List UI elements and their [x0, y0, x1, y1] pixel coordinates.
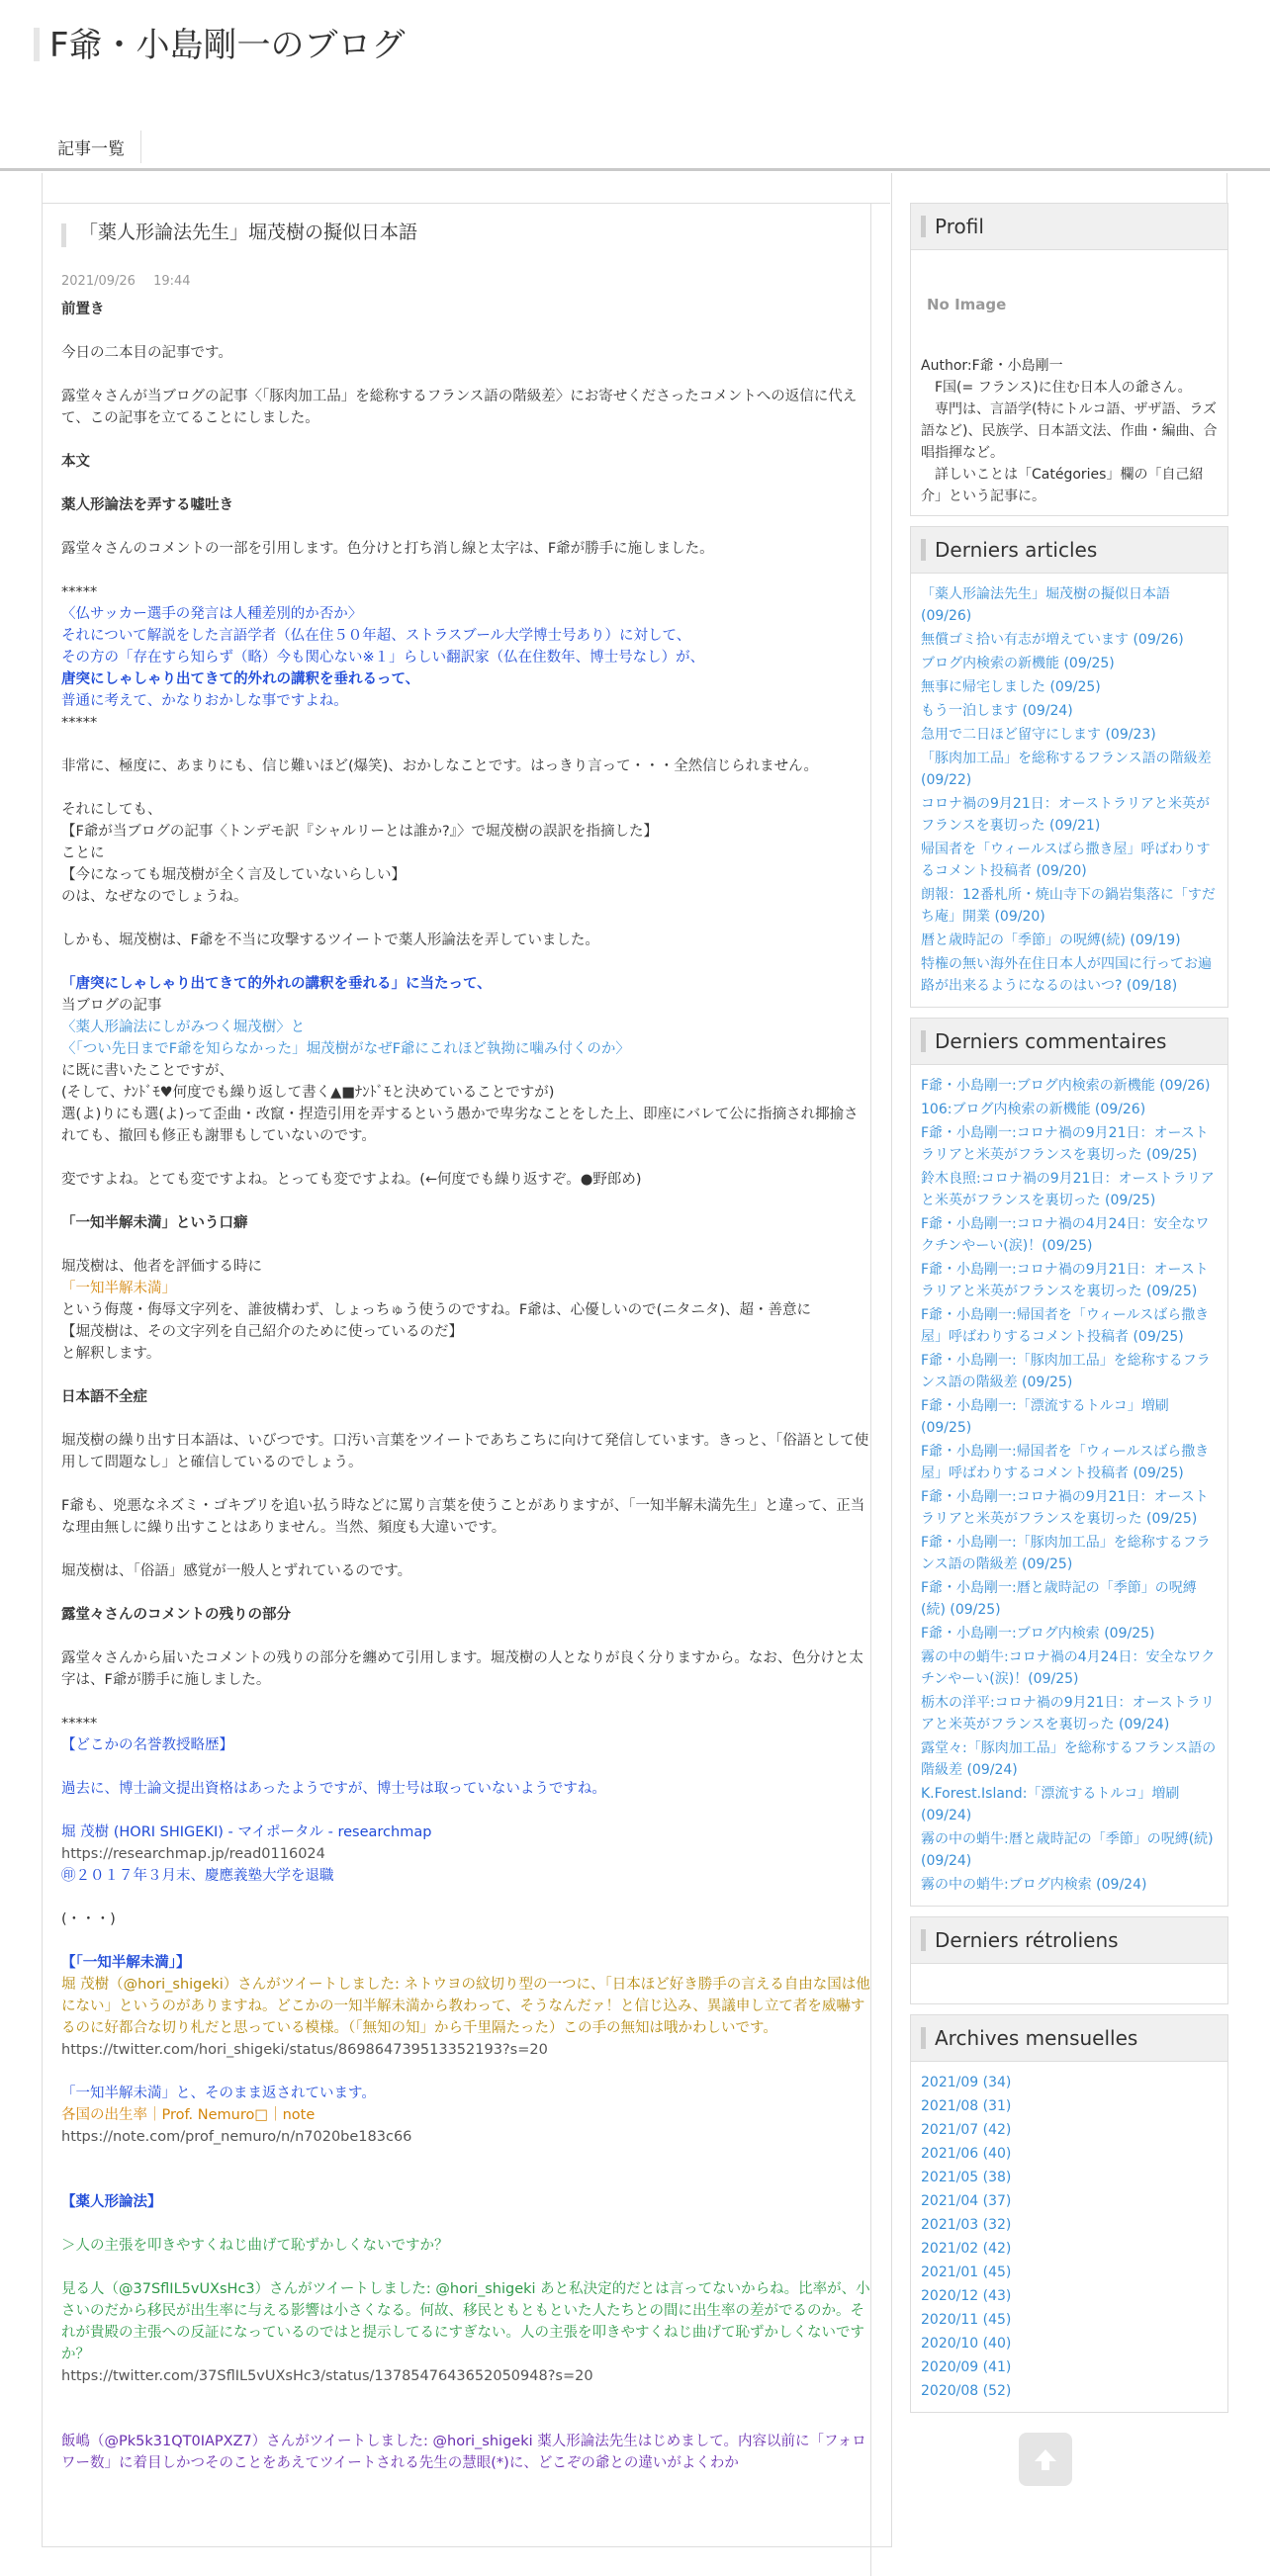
- article-line: ＞人の主張を叩きやすくねじ曲げて恥ずかしくないですか？: [61, 2238, 449, 2254]
- article-line: *****: [61, 715, 98, 731]
- heading-accent: [921, 539, 926, 561]
- recent-articles-list: [911, 574, 1227, 1007]
- article-line: https://note.com/prof_nemuro/n/n7020be183c66: [61, 2129, 412, 2145]
- article-line: *****: [61, 584, 98, 600]
- article-line: 見る人（@37SflIL5vUXsHc3）さんがツイートしました: @hori_shigeki あと私決定的だとは言ってないからね。比率が、小さいのだから移民が出生率に与える影響は小さくなる。何故、移民ともともといた人たちとの間に出生率の差がでるのか。それが貴殿の主張への反証になっているのではと提示してるにすぎない。人の主張を叩きやすくねじ曲げて恥ずかしくないですか？: [61, 2281, 870, 2362]
- article-spacer: [61, 320, 870, 342]
- archives-heading-text: Archives mensuelles: [935, 2026, 1138, 2050]
- nav-article-list[interactable]: 記事一覧: [42, 131, 141, 163]
- recent-comments-heading-text: Derniers commentaires: [935, 1029, 1167, 1053]
- article-spacer: [61, 1800, 870, 1821]
- recent-comment-link[interactable]: 106:ブログ内検索の新機能 (09/26): [921, 1102, 1146, 1117]
- heading-accent: [921, 1929, 926, 1951]
- article-spacer: [61, 1191, 870, 1212]
- recent-comment-link[interactable]: 霧の中の蛸牛:ブログ内検索 (09/24): [921, 1877, 1147, 1893]
- article-line: 【F爺が当ブログの記事〈トンデモ訳『シャルリーとは誰か?』〉で堀茂樹の誤訳を指摘した】: [61, 824, 658, 840]
- article-line: 唐突にしゃしゃり出てきて的外れの講釈を垂れるって、: [61, 671, 420, 687]
- profile-text-line: F国(= フランス)に住む日本人の爺さん。: [921, 380, 1192, 396]
- recent-article-link[interactable]: 朗報：12番札所・焼山寺下の鍋岩集落に「すだち庵」開業 (09/20): [921, 887, 1216, 925]
- article-line: 変ですよね。とても変ですよね。とっても変ですよね。(←何度でも繰り返すぞ。●野郎め): [61, 1172, 642, 1188]
- heading-accent: [921, 216, 926, 237]
- article-title-wrap: [61, 218, 870, 257]
- recent-comment-link[interactable]: 鈴木良照:コロナ禍の9月21日：オーストラリアと米英がフランスを裏切った (09/25): [921, 1171, 1215, 1208]
- column-gap: [870, 203, 891, 2576]
- recent-article-link[interactable]: 「豚肉加工品」を総称するフランス語の階級差 (09/22): [921, 751, 1212, 788]
- article-spacer: [61, 364, 870, 386]
- recent-article-link[interactable]: 「薬人形論法先生」堀茂樹の擬似日本語 (09/26): [921, 586, 1170, 624]
- article-spacer: [61, 429, 870, 451]
- recent-article-link[interactable]: ブログ内検索の新機能 (09/25): [921, 656, 1115, 671]
- profile-widget: [910, 203, 1228, 516]
- article-line: 【堀茂樹は、その文字列を自己紹介のために使っているのだ】: [61, 1324, 463, 1340]
- article-line: それにしても、: [61, 802, 162, 818]
- article-line: 堀 茂樹（@hori_shigeki）さんがツイートしました: ネトウヨの紋切り型の一つに、「日本ほど好き勝手の言える自由な国は他にない」というのがありますね。どこかの一知半解未満から教わって、そうなんだァ！と信じ込み、異議申し立て者を威嚇するのに好都合な切り札だと思っている模様。（「無知の知」から千里隔たった）この手の無知は哦かわしいです。: [61, 1977, 870, 2036]
- article-line: 各国の出生率｜Prof. Nemuro□｜note: [61, 2107, 316, 2123]
- recent-comment-link[interactable]: F爺・小島剛一:「豚肉加工品」を総称するフランス語の階級差 (09/25): [921, 1535, 1211, 1572]
- article-line: 堀茂樹の繰り出す日本語は、いびつです。口汚い言葉をツイートであちこちに向けて発信しています。きっと、「俗語として使用して問題なし」と確信しているのでしょう。: [61, 1433, 869, 1470]
- article-line: その方の「存在すら知らず（略）今も関心ない※１」らしい翻訳家（仏在住数年、博士号なし）が、: [61, 650, 705, 666]
- article: [61, 218, 870, 2474]
- recent-comment-link[interactable]: 霧の中の蛸牛:暦と歳時記の「季節」の呪縛(続) (09/24): [921, 1831, 1214, 1869]
- article-line: 非常に、極度に、あまりにも、信じ難いほど(爆笑)、おかしなことです。はっきり言って・・・全然信じられません。: [61, 758, 819, 774]
- recent-comments-list: [911, 1065, 1227, 1906]
- article-title-accent: [61, 223, 66, 247]
- profile-body: [911, 250, 1227, 515]
- article-spacer: [61, 1756, 870, 1778]
- trackbacks-widget: [910, 1916, 1228, 2004]
- article-spacer: [61, 1582, 870, 1604]
- article-spacer: [61, 1539, 870, 1560]
- archive-month-link[interactable]: 2021/04 (37): [921, 2193, 1012, 2209]
- heading-accent: [921, 2027, 926, 2049]
- profile-heading-text: Profil: [935, 215, 984, 238]
- article-line: ことに: [61, 845, 105, 861]
- trackbacks-body: [911, 1964, 1227, 2003]
- arrow-up-icon: [1031, 2444, 1060, 2474]
- article-spacer: [61, 1365, 870, 1386]
- recent-article-link[interactable]: 暦と歳時記の「季節」の呪縛(続) (09/19): [921, 933, 1181, 948]
- article-line: 堀茂樹は、他者を評価する時に: [61, 1259, 262, 1275]
- article-line: 選(よ)りにも選(よ)って歪曲・改竄・捏造引用を弄するという愚かで卑劣なことをした上、即座にバレて公に指摘され揶揄されても、撤回も修正も謝罪もしていないのです。: [61, 1107, 859, 1144]
- article-line: 前置き: [61, 302, 105, 317]
- header-divider: [0, 168, 1270, 171]
- article-line: と解釈します。: [61, 1346, 161, 1362]
- article-time: 19:44: [153, 274, 191, 289]
- article-line: 〈薬人形論法にしがみつく堀茂樹〉と: [61, 1020, 306, 1035]
- article-spacer: [61, 516, 870, 538]
- article-spacer: [61, 560, 870, 581]
- article-line: 過去に、博士論文提出資格はあったようですが、博士号は取っていないようですね。: [61, 1781, 606, 1797]
- article-line: 「一知半解未満」: [61, 1281, 176, 1296]
- article-line: のは、なぜなのでしょうね。: [61, 889, 248, 905]
- article-line: 〈仏サッカー選手の発言は人種差別的か否か〉: [61, 606, 363, 622]
- title-accent-bar: [34, 28, 40, 61]
- recent-article-link[interactable]: 特権の無い海外在住日本人が四国に行ってお遍路が出来るようになるのはいつ? (09/18): [921, 956, 1212, 994]
- article-spacer: [61, 777, 870, 799]
- article-line: (・・・): [61, 1911, 116, 1927]
- article-line: 露堂々さんから届いたコメントの残りの部分を纏めて引用します。堀茂樹の人となりが良く分りますから。なお、色分けと太字は、F爺が勝手に施しました。: [61, 1650, 863, 1688]
- archive-month-link[interactable]: 2021/05 (38): [921, 2170, 1012, 2185]
- article-line: 堀 茂樹 (HORI SHIGEKI) - マイポータル - researchmap: [61, 1824, 432, 1840]
- article-line: 普通に考えて、かなりおかしな事ですよね。: [61, 693, 348, 709]
- recent-comments-widget: [910, 1018, 1228, 1907]
- article-line: 【今になっても堀茂樹が全く言及していないらしい】: [61, 867, 406, 883]
- article-line: https://twitter.com/37SflIL5vUXsHc3/status/1378547643652050948?s=20: [61, 2368, 593, 2384]
- article-line: 【「一知半解未満」】: [61, 1955, 191, 1971]
- article-line: 本文: [61, 454, 90, 470]
- article-line: 【薬人形論法】: [61, 2194, 162, 2210]
- archive-month-link[interactable]: 2021/01 (45): [921, 2265, 1012, 2280]
- archive-month-link[interactable]: 2020/12 (43): [921, 2288, 1012, 2304]
- article-line: 〈「つい先日までF爺を知らなかった」堀茂樹がなぜF爺にこれほど執拗に噛み付くのか〉: [61, 1041, 630, 1057]
- recent-comment-link[interactable]: 栃木の洋平:コロナ禍の9月21日：オーストラリアと米英がフランスを裏切った (09/24): [921, 1695, 1215, 1732]
- archive-month-link[interactable]: 2021/06 (40): [921, 2146, 1012, 2162]
- recent-comment-link[interactable]: F爺・小島剛一:コロナ禍の4月24日：安全なワクチンやーい(涙)！(09/25): [921, 1216, 1210, 1254]
- article-body: [61, 299, 870, 2474]
- recent-comment-link[interactable]: F爺・小島剛一:「漂流するトルコ」増刷 (09/25): [921, 1398, 1169, 1436]
- article-line: (そして、ﾅﾝﾄﾞﾓ♥何度でも繰り返して書く▲■ﾅﾝﾄﾞﾓと決めていることですが): [61, 1085, 555, 1101]
- scroll-to-top-button[interactable]: [1019, 2433, 1072, 2486]
- global-nav: [42, 131, 141, 166]
- archive-month-link[interactable]: 2020/09 (41): [921, 2359, 1012, 2375]
- article-spacer: [61, 473, 870, 494]
- article-date-row: [61, 271, 870, 293]
- article-line: *****: [61, 1716, 98, 1732]
- article-line: 「一知半解未満」と、そのまま返されています。: [61, 2086, 376, 2101]
- profile-text: [921, 355, 1218, 507]
- article-spacer: [61, 1691, 870, 1713]
- heading-accent: [921, 1030, 926, 1052]
- recent-article-link[interactable]: 急用で二日ほど留守にします (09/23): [921, 727, 1156, 743]
- article-spacer: [61, 1473, 870, 1495]
- main-top-strip: [42, 173, 890, 204]
- article-line: 今日の二本目の記事です。: [61, 345, 232, 361]
- article-line: ㊞２０１７年３月末、慶應義塾大学を退職: [61, 1868, 334, 1884]
- right-edge-rule: [1226, 173, 1227, 203]
- article-title[interactable]: 「薬人形論法先生」堀茂樹の擬似日本語: [79, 222, 418, 243]
- article-spacer: [61, 734, 870, 755]
- article-line: 【どこかの名誉教授略歴】: [61, 1737, 233, 1753]
- profile-heading: [911, 204, 1227, 250]
- article-line: 飯嶋（@Pk5k31QT0IAPXZ7）さんがツイートしました: @hori_shigeki 薬人形論法先生はじめまして。内容以前に「フォロワー数」に着目しかつそのことをあえてツイートされる先生の慧眼(*)に、どこぞの爺との違いがよくわか: [61, 2434, 866, 2471]
- archives-widget: [910, 2014, 1228, 2413]
- recent-comment-link[interactable]: F爺・小島剛一:ブログ内検索 (09/25): [921, 1626, 1155, 1642]
- article-date: 2021/09/26: [61, 274, 136, 289]
- trackbacks-heading: [911, 1917, 1227, 1964]
- recent-comment-link[interactable]: F爺・小島剛一:帰国者を「ウィールスばら撒き屋」呼ばわりするコメント投稿者 (09/25): [921, 1444, 1210, 1481]
- recent-articles-heading: [911, 527, 1227, 574]
- blog-header: [0, 0, 1270, 138]
- article-spacer: [61, 2257, 870, 2278]
- archive-month-link[interactable]: 2021/02 (42): [921, 2241, 1012, 2257]
- profile-text-line: 専門は、言語学(特にトルコ語、ザザ語、ラズ語など)、民族学、日本語文法、作曲・編曲、合唱指揮など。: [921, 401, 1218, 461]
- archive-month-link[interactable]: 2021/03 (32): [921, 2217, 1012, 2233]
- article-spacer: [61, 908, 870, 930]
- article-line: 露堂々さんのコメントの一部を引用します。色分けと打ち消し線と太字は、F爺が勝手に施しました。: [61, 541, 714, 557]
- article-line: に既に書いたことですが、: [61, 1063, 233, 1079]
- blog-title[interactable]: F爺・小島剛一のブログ: [49, 26, 406, 65]
- recent-comment-link[interactable]: K.Forest.Island:「漂流するトルコ」増刷 (09/24): [921, 1786, 1180, 1823]
- archive-month-link[interactable]: 2020/10 (40): [921, 2336, 1012, 2352]
- article-spacer: [61, 951, 870, 973]
- recent-article-link[interactable]: コロナ禍の9月21日：オーストラリアと米英がフランスを裏切った (09/21): [921, 796, 1211, 834]
- recent-article-link[interactable]: 無償ゴミ拾い有志が増えています (09/26): [921, 632, 1184, 648]
- article-line: 日本語不全症: [61, 1389, 147, 1405]
- recent-comment-link[interactable]: F爺・小島剛一:コロナ禍の9月21日：オーストラリアと米英がフランスを裏切った (09/25): [921, 1262, 1209, 1299]
- recent-comment-link[interactable]: F爺・小島剛一:暦と歳時記の「季節」の呪縛(続) (09/25): [921, 1580, 1197, 1618]
- recent-articles-widget: [910, 526, 1228, 1008]
- profile-text-line: 詳しいことは「Catégories」欄の「自己紹介」という記事に。: [921, 467, 1204, 504]
- article-line: https://twitter.com/hori_shigeki/status/869864739513352193?s=20: [61, 2042, 548, 2058]
- archives-heading: [911, 2015, 1227, 2062]
- article-line: 「一知半解未満」という口癖: [61, 1215, 248, 1231]
- recent-comment-link[interactable]: F爺・小島剛一:コロナ禍の9月21日：オーストラリアと米英がフランスを裏切った (09/25): [921, 1125, 1209, 1163]
- archive-month-link[interactable]: 2021/07 (42): [921, 2122, 1012, 2138]
- article-line: 露堂々さんが当ブログの記事〈「豚肉加工品」を総称するフランス語の階級差〉にお寄せくださったコメントへの返信に代えて、この記事を立てることにしました。: [61, 389, 858, 426]
- article-spacer: [61, 1887, 870, 1909]
- trackbacks-heading-text: Derniers rétroliens: [935, 1928, 1119, 1952]
- article-line: 露堂々さんのコメントの残りの部分: [61, 1607, 291, 1623]
- article-line: F爺も、兇悪なネズミ・ゴキブリを追い払う時などに罵り言葉を使うことがありますが、「一知半解未満先生」と違って、正当な理由無しに繰り出すことはありません。当然、頻度も大違いです。: [61, 1498, 865, 1536]
- recent-comment-link[interactable]: F爺・小島剛一:「豚肉加工品」を総称するフランス語の階級差 (09/25): [921, 1353, 1211, 1390]
- recent-comments-heading: [911, 1019, 1227, 1065]
- article-spacer: [61, 2148, 870, 2170]
- article-line: 薬人形論法を弄する嘘吐き: [61, 497, 233, 513]
- article-spacer: [61, 1930, 870, 1952]
- recent-article-link[interactable]: 帰国者を「ウィールスばら撒き屋」呼ばわりするコメント投稿者 (09/20): [921, 842, 1211, 879]
- article-line: それについて解説をした言語学者（仏在住５０年超、ストラスブール大学博士号あり）に対して、: [61, 628, 691, 644]
- archive-month-link[interactable]: 2020/11 (45): [921, 2312, 1012, 2328]
- article-spacer: [61, 2387, 870, 2409]
- article-spacer: [61, 2213, 870, 2235]
- archive-month-link[interactable]: 2020/08 (52): [921, 2383, 1012, 2399]
- recent-article-link[interactable]: もう一泊します (09/24): [921, 703, 1073, 719]
- profile-text-line: Author:F爺・小島剛一: [921, 358, 1063, 374]
- article-line: 「唐突にしゃしゃり出てきて的外れの講釈を垂れる」に当たって、: [61, 976, 492, 992]
- article-spacer: [61, 1234, 870, 1256]
- article-spacer: [61, 2061, 870, 2083]
- profile-no-image: No Image: [927, 296, 1007, 313]
- recent-comment-link[interactable]: F爺・小島剛一:コロナ禍の9月21日：オーストラリアと米英がフランスを裏切った (09/25): [921, 1489, 1209, 1527]
- article-line: 当ブログの記事: [61, 998, 162, 1014]
- recent-articles-heading-text: Derniers articles: [935, 538, 1098, 562]
- article-spacer: [61, 2170, 870, 2191]
- article-line: 堀茂樹は、「俗語」感覚が一般人とずれているのです。: [61, 1563, 412, 1579]
- recent-comment-link[interactable]: 霧の中の蛸牛:コロナ禍の4月24日：安全なワクチンやーい(涙)！(09/25): [921, 1649, 1216, 1687]
- recent-article-link[interactable]: 無事に帰宅しました (09/25): [921, 679, 1101, 695]
- archive-month-link[interactable]: 2021/09 (34): [921, 2075, 1012, 2090]
- article-spacer: [61, 1147, 870, 1169]
- recent-comment-link[interactable]: F爺・小島剛一:ブログ内検索の新機能 (09/26): [921, 1078, 1211, 1094]
- recent-comment-link[interactable]: F爺・小島剛一:帰国者を「ウィールスばら撒き屋」呼ばわりするコメント投稿者 (09/25): [921, 1307, 1210, 1345]
- article-line: という侮蔑・侮辱文字列を、誰彼構わず、しょっちゅう使うのですね。F爺は、心優しいので(ニタニタ)、超・善意に: [61, 1302, 811, 1318]
- article-spacer: [61, 2409, 870, 2431]
- archive-month-link[interactable]: 2021/08 (31): [921, 2098, 1012, 2114]
- article-line: https://researchmap.jp/read0116024: [61, 1846, 325, 1862]
- article-spacer: [61, 1626, 870, 1647]
- recent-comment-link[interactable]: 露堂々:「豚肉加工品」を総称するフランス語の階級差 (09/24): [921, 1740, 1217, 1778]
- sidebar: [910, 203, 1228, 2423]
- archives-list: [911, 2062, 1227, 2412]
- article-spacer: [61, 1408, 870, 1430]
- article-line: しかも、堀茂樹は、F爺を不当に攻撃するツイートで薬人形論法を弄していました。: [61, 933, 599, 948]
